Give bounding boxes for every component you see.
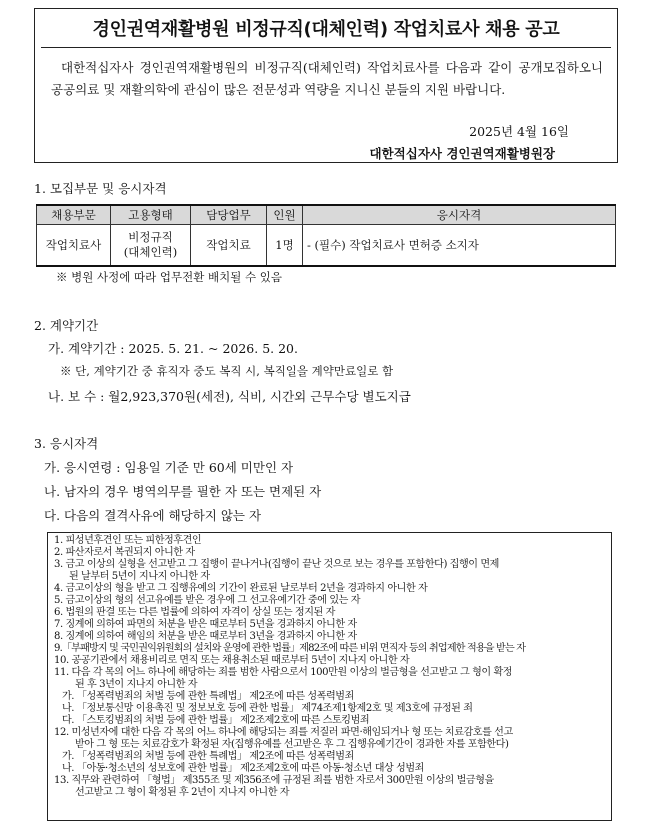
disq-item: 된 후 3년이 지나지 아니한 자: [75, 679, 198, 690]
cell-qualification: - (필수) 작업치료사 면허증 소지자: [303, 225, 616, 267]
notice-date: 2025년 4월 16일: [469, 124, 569, 139]
col-header-duty: 담당업무: [191, 205, 267, 225]
notice-header-box: [34, 8, 618, 163]
col-header-field: 채용부문: [37, 205, 111, 225]
age-requirement: 가. 응시연령 : 임용일 기준 만 60세 미만인 자: [44, 460, 294, 475]
col-header-count: 인원: [267, 205, 303, 225]
cell-type-line2: (대체인력): [123, 245, 178, 259]
disq-item: 2. 파산자로서 복권되지 아니한 자: [54, 547, 195, 558]
cell-type-line1: 비정규직: [128, 230, 173, 244]
cell-count: 1명: [267, 225, 303, 267]
disq-item: 13. 직무와 관련하여 「형법」 제355조 및 제356조에 규정된 죄를 범한 자로서 300만원 이상의 벌금형을: [54, 775, 494, 786]
disqualification-box: [47, 532, 612, 821]
disq-item: 다. 「스토킹범죄의 처벌 등에 관한 법률」 제2조제2호에 따른 스토킹범죄: [62, 715, 370, 726]
disq-item: 나. 「정보통신망 이용촉진 및 정보보호 등에 관한 법률」 제74조제1항제2호 및 제3호에 규정된 죄: [62, 703, 473, 714]
disq-item: 12. 미성년자에 대한 다음 각 목의 어느 하나에 해당되는 죄를 저질러 파면·해임되거나 형 또는 치료감호를 선고: [54, 727, 513, 738]
disq-item: 3. 금고 이상의 실형을 선고받고 그 집행이 끝나거나(집행이 끝난 것으로 보는 경우를 포함한다) 집행이 면제: [54, 559, 499, 570]
cell-duty: 작업치료: [191, 225, 267, 267]
disq-item: 7. 징계에 의하여 파면의 처분을 받은 때로부터 5년을 경과하지 아니한 자: [54, 619, 357, 630]
disq-item: 6. 법원의 판결 또는 다른 법률에 의하여 자격이 상실 또는 정지된 자: [54, 607, 335, 618]
disq-item: 5. 금고이상의 형의 선고유예를 받은 경우에 그 선고유예기간 중에 있는 자: [54, 595, 361, 606]
cell-field: 작업치료사: [37, 225, 111, 267]
recruitment-table: [36, 204, 616, 267]
disq-item: 선고받고 그 형이 확정된 후 2년이 지나지 아니한 자: [75, 787, 290, 798]
notice-intro: 대한적십자사 경인권역재활병원의 비정규직(대체인력) 작업치료사를 다음과 같이 공개모집하오니 공공의료 및 재활의학에 관심이 많은 전문성과 역량을 지니신 분들의 지원 바랍니다.: [51, 60, 603, 97]
notice-title: 경인권역재활병원 비정규직(대체인력) 작업치료사 채용 공고: [35, 15, 617, 41]
section2-heading: 2. 계약기간: [34, 318, 99, 333]
disq-item: 10. 공공기관에서 채용비리로 면직 또는 채용취소된 때로부터 5년이 지나지 아니한 자: [54, 655, 410, 666]
disq-item: 1. 피성년후견인 또는 피한정후견인: [54, 535, 202, 546]
col-header-type: 고용형태: [111, 205, 191, 225]
disq-item: 가. 「성폭력범죄의 처벌 등에 관한 특례법」 제2조에 따른 성폭력범죄: [62, 691, 354, 702]
section1-note: ※ 병원 사정에 따라 업무전환 배치될 수 있음: [56, 270, 282, 284]
col-header-qualification: 응시자격: [303, 205, 616, 225]
cell-type: [111, 225, 191, 267]
disq-item: 받아 그 형 또는 치료감호가 확정된 자(집행유예를 선고받은 후 그 집행유예기간이 경과한 자를 포함한다): [75, 739, 509, 750]
disq-item: 나. 「아동·청소년의 성보호에 관한 법률」 제2조제2호에 따른 아동·청소년 대상 성범죄: [62, 763, 424, 774]
notice-organization: 대한적십자사 경인권역재활병원장: [369, 146, 555, 161]
disq-item: 8. 징계에 의하여 해임의 처분을 받은 때로부터 3년을 경과하지 아니한 자: [54, 631, 357, 642]
military-requirement: 나. 남자의 경우 병역의무를 필한 자 또는 면제된 자: [44, 484, 322, 499]
disq-item: 9.「부패방지 및 국민권익위원회의 설치와 운영에 관한 법률」제82조에 따른 비위 면직자 등의 취업제한 적용을 받는 자: [54, 643, 526, 654]
section1-heading: 1. 모집부문 및 응시자격: [34, 181, 167, 196]
contract-period: 가. 계약기간 : 2025. 5. 21. ~ 2026. 5. 20.: [48, 341, 298, 356]
disq-item: 된 날부터 5년이 지나지 아니한 자: [69, 571, 210, 582]
disqualification-intro: 다. 다음의 결격사유에 해당하지 않는 자: [44, 508, 262, 523]
disq-item: 가. 「성폭력범죄의 처벌 등에 관한 특례법」 제2조에 따른 성폭력범죄: [62, 751, 354, 762]
disq-item: 11. 다음 각 목의 어느 하나에 해당하는 죄를 범한 사람으로서 100만원 이상의 벌금형을 선고받고 그 형이 확정: [54, 667, 513, 678]
pay-info: 나. 보 수 : 월2,923,370원(세전), 식비, 시간외 근무수당 별도지급: [48, 389, 411, 404]
disq-item: 4. 금고이상의 형을 받고 그 집행유예의 기간이 완료된 날로부터 2년을 경과하지 아니한 자: [54, 583, 428, 594]
section3-heading: 3. 응시자격: [34, 436, 99, 451]
contract-period-note: ※ 단, 계약기간 중 휴직자 중도 복직 시, 복직일을 계약만료일로 함: [60, 364, 394, 378]
